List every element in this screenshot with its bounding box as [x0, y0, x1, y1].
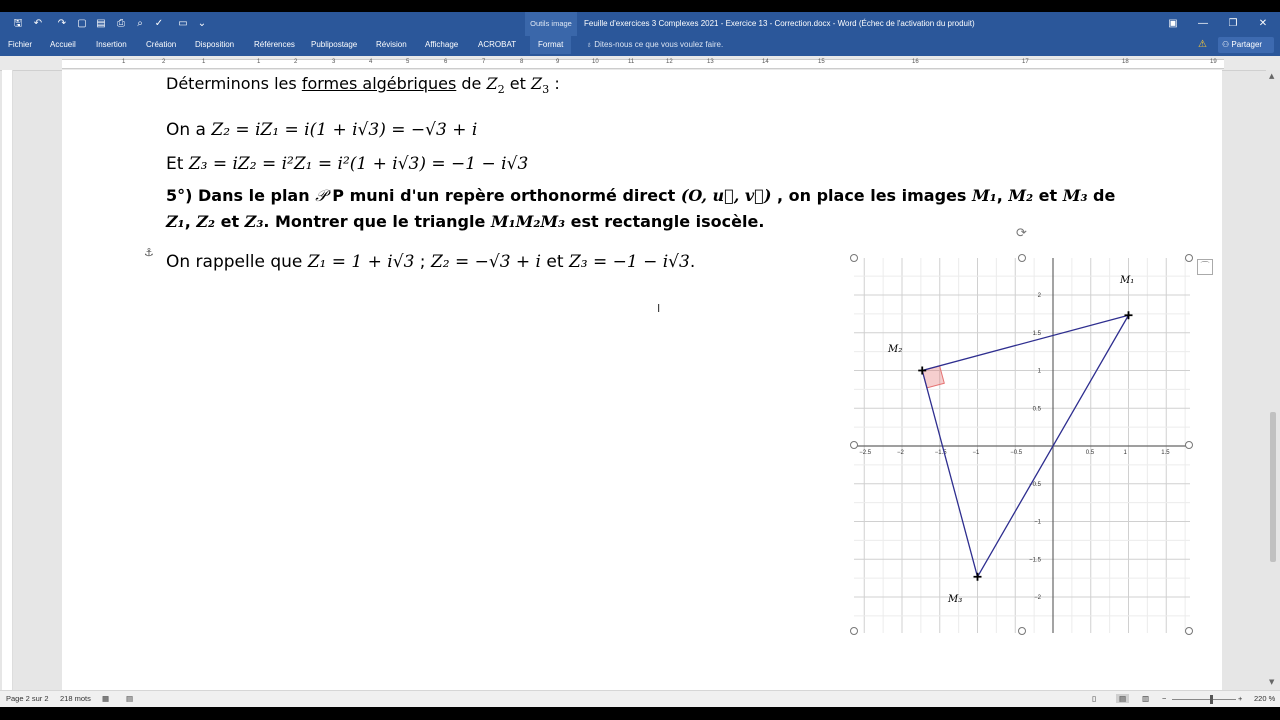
y-tick-label: −2 [1034, 595, 1041, 601]
layout-options-icon[interactable]: ⌒ [1197, 259, 1213, 275]
math-frame: (O, u⃗, v⃗) [680, 186, 772, 205]
spelling-icon[interactable]: ✓ [154, 18, 164, 29]
y-tick-label: 1 [1037, 368, 1041, 375]
math-var: Z₂ [196, 212, 216, 231]
status-bar [0, 690, 1280, 707]
zoom-out-icon[interactable]: − [1162, 694, 1167, 703]
text-run: Déterminons les [166, 74, 302, 93]
tab-revision[interactable]: Révision [376, 40, 407, 49]
text-run: ; [414, 252, 431, 272]
scroll-down-icon[interactable]: ▼ [1269, 678, 1275, 686]
scroll-up-icon[interactable]: ▲ [1269, 72, 1275, 80]
resize-handle[interactable] [1185, 627, 1193, 635]
contextual-tab-label: Outils image [525, 12, 577, 36]
math-sub: 3 [542, 83, 550, 97]
tab-format[interactable]: Format [530, 36, 571, 54]
horizontal-ruler[interactable] [0, 56, 1280, 71]
tab-disposition[interactable]: Disposition [195, 40, 235, 49]
text-run: 5°) Dans le plan [166, 186, 316, 205]
equation-z1: Z₁ = 1 + i√3 [307, 252, 415, 272]
y-tick-label: −0.5 [1029, 481, 1041, 488]
ruler-number: 11 [628, 59, 635, 65]
x-tick-label: −0.5 [1010, 450, 1023, 456]
text-run: : [549, 74, 560, 93]
y-tick-label: 1.5 [1032, 330, 1041, 337]
ruler-number: 7 [482, 59, 486, 65]
share-label: Partager [1231, 40, 1263, 49]
vertical-scrollbar[interactable] [1266, 70, 1280, 690]
text-run: On a [166, 120, 212, 140]
document-title: Feuille d'exercices 3 Complexes 2021 - Exercice 13 - Correction.docx - Word (Échec de l'activation du produit) [584, 19, 975, 28]
math-sub: 2 [497, 83, 505, 97]
text-run: et [215, 212, 245, 231]
x-tick-label: −1 [972, 450, 980, 456]
underlined-text: formes algébriques [301, 74, 457, 93]
zoom-slider-thumb[interactable] [1210, 695, 1213, 704]
ruler-number: 12 [666, 59, 673, 65]
reminder-line [166, 252, 695, 272]
ruler-number: 3 [332, 59, 336, 65]
zoom-level[interactable]: 220 % [1254, 694, 1276, 703]
text-cursor-icon: I [657, 302, 661, 315]
rotate-handle-icon[interactable]: ⟳ [1016, 226, 1027, 241]
resize-handle[interactable] [1185, 441, 1193, 449]
heading-line [166, 74, 560, 96]
warning-icon[interactable]: ⚠ [1198, 39, 1207, 50]
title-bar [0, 12, 1280, 36]
text-run: On rappelle que [166, 252, 308, 272]
ribbon-tabs [0, 36, 1280, 56]
question-5-line-1 [166, 186, 1115, 206]
close-button[interactable]: ✕ [1258, 18, 1268, 29]
print-layout-icon[interactable]: ▤ [1116, 694, 1129, 703]
tab-affichage[interactable]: Affichage [425, 40, 459, 49]
resize-handle[interactable] [850, 441, 858, 449]
zoom-in-icon[interactable]: + [1238, 694, 1243, 703]
question-5-line-2 [166, 212, 764, 231]
minimize-button[interactable]: — [1198, 18, 1208, 29]
text-run: P muni d'un repère orthonormé direct [326, 186, 681, 205]
resize-handle[interactable] [850, 627, 858, 635]
math-var: Z₃ [244, 212, 264, 231]
lightbulb-icon: ♁ [586, 40, 595, 49]
ruler-number: 9 [556, 59, 560, 65]
y-tick-label: −1 [1034, 519, 1041, 526]
math-var: Z [531, 74, 543, 93]
ruler-number: 1 [202, 59, 206, 65]
label-m2: M₂ [888, 344, 903, 355]
text-run: est rectangle isocèle. [565, 212, 765, 231]
geogebra-figure[interactable] [854, 226, 1210, 633]
tab-acrobat[interactable]: ACROBAT [478, 40, 517, 49]
equation-line-1 [166, 120, 477, 140]
x-tick-label: 0.5 [1085, 450, 1095, 456]
equation-z2: Z₂ = −√3 + i [430, 252, 541, 272]
tab-insertion[interactable]: Insertion [96, 40, 127, 49]
y-tick-label: 2 [1037, 293, 1041, 299]
math-var: M₃ [1062, 186, 1088, 205]
resize-handle[interactable] [850, 254, 858, 262]
document-page[interactable] [62, 70, 1222, 690]
math-var: M₁M₂M₃ [490, 212, 566, 231]
ruler-number: 1 [257, 59, 261, 65]
folder-icon[interactable]: ▭ [178, 18, 188, 29]
resize-handle[interactable] [1018, 254, 1026, 262]
ruler-number: 10 [592, 59, 599, 65]
ruler-number: 19 [1210, 59, 1217, 65]
ruler-number: 2 [294, 59, 298, 65]
tab-publipostage[interactable]: Publipostage [311, 40, 358, 49]
text-run: et [504, 74, 532, 93]
ruler-number: 1 [122, 59, 126, 65]
math-var: Z₁ [166, 212, 185, 231]
ruler-number: 5 [406, 59, 410, 65]
equation-z2: Z₂ = iZ₁ = i(1 + i√3) = −√3 + i [211, 120, 478, 140]
ruler-number: 15 [818, 59, 825, 65]
macro-icon[interactable]: ▤ [126, 694, 134, 703]
proofing-icon[interactable]: ▦ [102, 694, 110, 703]
ruler-number: 2 [162, 59, 166, 65]
tab-accueil[interactable]: Accueil [50, 40, 76, 49]
label-m1: M₁ [1120, 275, 1135, 286]
equation-z3: Z₃ = −1 − i√3 [568, 252, 690, 272]
ribbon-display-options-icon[interactable]: ▣ [1168, 18, 1178, 29]
math-var: Z [486, 74, 498, 93]
math-var: M₁ [972, 186, 997, 205]
ruler-number: 6 [444, 59, 448, 65]
resize-handle[interactable] [1185, 254, 1193, 262]
text-run: , [184, 212, 197, 231]
ruler-number: 18 [1122, 59, 1129, 65]
scrollbar-thumb[interactable] [1270, 412, 1276, 562]
ruler-number: 8 [520, 59, 524, 65]
x-tick-label: 1.5 [1161, 450, 1170, 456]
text-run: , on place les images [771, 186, 972, 205]
math-plane: 𝒫 [315, 186, 327, 205]
graph-svg [854, 258, 1190, 633]
ruler-number: 14 [762, 59, 769, 65]
text-run: Et [166, 154, 189, 174]
ruler-number: 13 [707, 59, 714, 65]
x-tick-label: −1.5 [934, 450, 947, 456]
tell-me-placeholder: Dites-nous ce que vous voulez faire. [594, 40, 724, 49]
customize-toolbar-icon[interactable]: ⌄ [197, 18, 207, 29]
resize-handle[interactable] [1018, 627, 1026, 635]
zoom-slider[interactable] [1172, 699, 1236, 700]
equation-z3: Z₃ = iZ₂ = i²Z₁ = i²(1 + i√3) = −1 − i√3 [188, 154, 529, 174]
open-icon[interactable]: ▤ [96, 18, 106, 29]
x-tick-label: −2 [897, 450, 904, 456]
label-m3: M₃ [948, 594, 963, 605]
ruler-number: 16 [912, 59, 919, 65]
print-icon[interactable]: ⎙ [117, 18, 125, 29]
web-layout-icon[interactable]: ▥ [1142, 694, 1150, 703]
text-run: , [996, 186, 1009, 205]
ruler-track [62, 59, 1224, 69]
text-run: . [689, 252, 696, 272]
word-count[interactable]: 218 mots [60, 694, 91, 703]
print-preview-icon[interactable]: ⌕ [137, 18, 143, 29]
new-document-icon[interactable]: ▢ [77, 18, 87, 29]
undo-icon[interactable]: ↶ [33, 18, 43, 29]
tab-fichier[interactable]: Fichier [8, 40, 33, 49]
text-run: . Montrer que le triangle [263, 212, 491, 231]
share-button[interactable] [1218, 37, 1274, 53]
text-run: de [456, 74, 487, 93]
save-icon[interactable]: 🖫 [13, 18, 23, 29]
redo-icon[interactable]: ↷ [57, 18, 67, 29]
word-window [0, 12, 1280, 706]
anchor-icon[interactable]: ⚓ [144, 246, 154, 259]
read-mode-icon[interactable]: ▯ [1092, 694, 1097, 703]
tab-references[interactable]: Références [254, 40, 295, 49]
tab-creation[interactable]: Création [146, 40, 177, 49]
text-run: de [1087, 186, 1116, 205]
tell-me-search[interactable] [586, 36, 723, 54]
y-tick-label: −1.5 [1029, 557, 1041, 564]
vertical-ruler[interactable] [2, 70, 13, 690]
x-tick-label: −2.5 [859, 450, 872, 456]
restore-button[interactable]: ❐ [1228, 18, 1238, 29]
y-tick-label: 0.5 [1032, 406, 1041, 413]
equation-line-2 [166, 154, 528, 174]
ruler-number: 17 [1022, 59, 1029, 65]
text-run: et [541, 252, 569, 272]
ruler-number: 4 [369, 59, 373, 65]
text-run: et [1033, 186, 1063, 205]
page-count[interactable]: Page 2 sur 2 [6, 694, 49, 703]
person-icon: ⚇ [1222, 40, 1232, 49]
math-var: M₂ [1008, 186, 1034, 205]
x-tick-label: 1 [1123, 450, 1127, 456]
